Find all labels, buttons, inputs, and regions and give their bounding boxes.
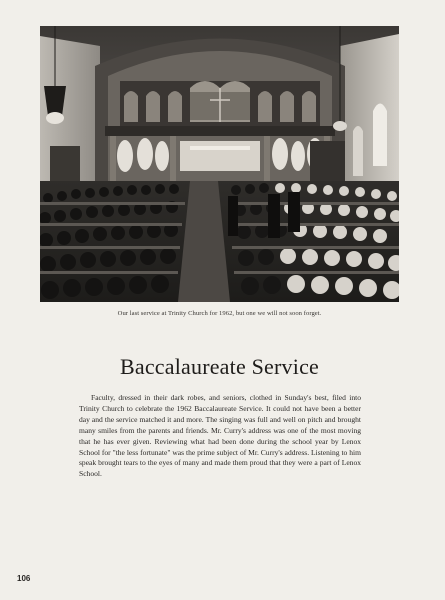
photo-caption: Our last service at Trinity Church for 1962, but one we will not soon forget. (117, 310, 322, 317)
right-window (373, 104, 387, 167)
right-wall (340, 34, 399, 201)
altar (180, 141, 260, 171)
lectern (310, 141, 345, 186)
right-window-small (353, 126, 363, 176)
church-photo (40, 26, 399, 302)
pulpit (50, 146, 80, 186)
article-body: Faculty, dressed in their dark robes, and seniors, clothed in Sunday's best, filed into Trinity Church to celebrate the 1962 Baccalaureate Service. It could not have been a better day and the service matched it and more. The singing was full and well on pitch and brought many smiles from the parents and friends. Mr. Curry's address was one of the most moving that he has ever given. Reviewing what had been done during the school year by Lenox School for "the less fortunate" was the prime subject of Mr. Curry's address. Listening to him speak brought tears to the eyes of many and made them proud that they were a part of Lenox School. (79, 393, 361, 479)
page-title: Baccalaureate Service (119, 354, 319, 379)
right-lamp (333, 121, 347, 131)
page-number: 106 (17, 574, 31, 583)
church-interior-illustration (40, 26, 399, 302)
rood-beam (105, 126, 335, 136)
